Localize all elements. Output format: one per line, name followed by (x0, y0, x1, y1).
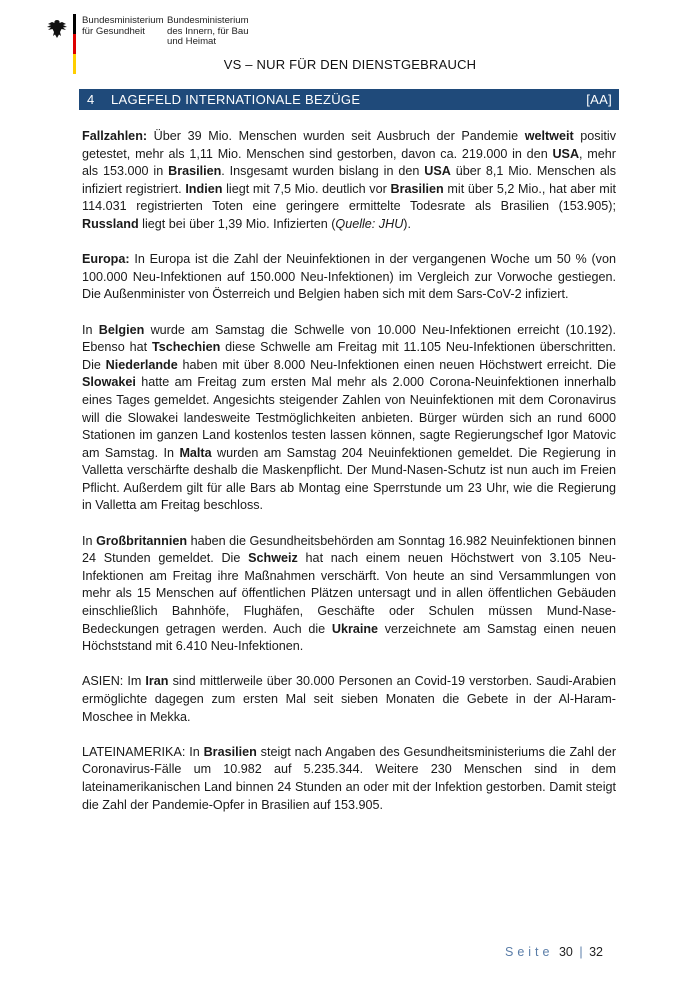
text-run: Über 39 Mio. Menschen wurden seit Ausbruch der Pandemie (147, 129, 525, 143)
page-total: 32 (589, 945, 603, 959)
page-footer (505, 945, 603, 959)
text-run: mit über 5,2 Mio., hat aber mit 114.031 registrierten Toten eine geringere ermittelte Todesrate als Brasilien (153.905); (82, 181, 616, 214)
bold-text: Brasilien (203, 744, 257, 759)
section-title: LAGEFELD INTERNATIONALE BEZÜGE (111, 92, 361, 107)
page-separator: | (579, 945, 583, 959)
ministry-line: Bundesministerium (167, 15, 249, 26)
bold-text: weltweit (524, 129, 574, 143)
bold-text: USA (424, 164, 451, 179)
bold-text: Slowakei (82, 375, 136, 390)
text-run: liegt mit 7,5 Mio. deutlich vor (222, 181, 391, 196)
paragraph (82, 128, 616, 234)
page-number: 30 (558, 945, 573, 959)
paragraph (82, 251, 616, 304)
section-heading (79, 89, 619, 110)
bold-text: Großbritannien (96, 533, 188, 548)
text-run: . Insgesamt wurden bislang in den (221, 164, 425, 179)
bold-text: Europa: (82, 252, 130, 267)
text-run: LATEINAMERIKA: In (82, 744, 204, 759)
text-run: positiv getestet, mehr als 1,11 Mio. Menschen sind gestorben, davon ca. 219.000 in den (82, 129, 616, 161)
section-number: 4 (87, 92, 95, 107)
ministry-line: für Gesundheit (82, 25, 145, 37)
bold-text: Brasilien (168, 164, 222, 179)
ministry-line: des Innern, für Bau (167, 25, 249, 37)
ministry-health (82, 16, 164, 37)
bold-text: Malta (179, 445, 212, 460)
text-run: , mehr als 153.000 in (82, 146, 616, 179)
text-run: wurden am Samstag 204 Neuinfektionen gemeldet. Die Regierung in Valletta verschärfte deshalb die Maskenpflicht. Der Mund-Nasen-Schutz ist nun auch im Freien Pflicht. Außerdem gilt für alle Bars ab Montag eine Sperrstunde um 23 Uhr, wie die Regierung in Valletta am Freitag beschloss. (82, 445, 616, 513)
federal-eagle-icon (46, 18, 68, 40)
text-run: verzeichnete am Samstag einen neuen Höchststand mit 6.410 Neu-Infektionen. (82, 621, 616, 654)
bold-text: Tschechien (151, 340, 221, 355)
bold-text: Iran (145, 674, 169, 689)
text-run: diese Schwelle am Freitag mit 11.105 Neu-Infektionen überschritten. Die (82, 340, 616, 372)
bold-text: Belgien (98, 322, 145, 337)
text-run: liegt bei über 1,39 Mio. Infizierten ( (138, 216, 336, 231)
flag-stripe-black (73, 14, 76, 34)
flag-stripe-red (73, 34, 76, 54)
classification-label: VS – NUR FÜR DEN DIENSTGEBRAUCH (223, 57, 477, 72)
bold-text: Ukraine (331, 621, 379, 636)
text-run: ASIEN: Im (82, 674, 146, 689)
ministry-interior (167, 16, 249, 48)
bold-text: Fallzahlen: (82, 129, 148, 143)
paragraph (82, 322, 616, 516)
ministry-line: Bundesministerium (82, 15, 164, 26)
text-run: steigt nach Angaben des Gesundheitsministeriums die Zahl der Coronavirus-Fälle um 10.982 auf 5.235.344. Weitere 230 Menschen sind in dem lateinamerikanischen Land binnen 24 Stunden an oder mit der Infektion gestorben. Damit steigt die Zahl der Pandemie-Opfer in Brasilien auf 153.905. (82, 744, 617, 812)
italic-text: Quelle: JHU (335, 216, 404, 231)
document-body (82, 128, 616, 832)
page-label: Seite (504, 945, 554, 959)
paragraph (82, 533, 616, 656)
text-run: über 8,1 Mio. Menschen als infiziert registriert. (82, 164, 617, 196)
bold-text: Russland (82, 216, 139, 231)
text-run: sind mittlerweile über 30.000 Personen an Covid-19 verstorben. Saudi-Arabien ermöglichte dagegen zum ersten Mal seit sieben Monaten die Gebete in der Al-Haram-Moschee in Mekka. (82, 674, 616, 724)
bold-text: Schweiz (248, 551, 298, 566)
bold-text: Indien (185, 181, 223, 196)
paragraph (82, 744, 616, 814)
page-header (0, 0, 700, 80)
bold-text: Niederlande (105, 357, 178, 372)
ministry-line: und Heimat (167, 36, 217, 47)
text-run: In Europa ist die Zahl der Neuinfektionen in der vergangenen Woche um 50 % (von 100.000 Neu-Infektionen auf 150.000 Neu-Infektionen) im Vergleich zur Vorwoche gestiegen. Die Außenminister von Österreich und Belgien haben sich mit dem Sars-CoV-2 infiziert. (82, 252, 616, 302)
bold-text: Brasilien (390, 181, 444, 196)
text-run: hatte am Freitag zum ersten Mal mehr als 2.000 Corona-Neuinfektionen innerhalb eines Tages gemeldet. Angesichts steigender Zahlen von Neuinfektionen mit dem Coronavirus will die Slowakei landesweite Testmöglichkeiten anbieten. Bürger würden sich an rund 6000 Stationen im ganzen Land kostenlos testen lassen können, sagte Regierungschef Igor Matovic am Samstag. In (82, 375, 616, 460)
text-run: wurde am Samstag die Schwelle von 10.000 Neu-Infektionen erreicht (10.192). Ebenso hat (82, 322, 616, 355)
text-run: ). (403, 216, 411, 231)
section-tag: [AA] (586, 92, 612, 107)
text-run: haben die Gesundheitsbehörden am Sonntag 16.982 Neuinfektionen binnen 24 Stunden gemeldet. Die (82, 533, 616, 566)
text-run: hat nach einem neuen Höchstwert von 3.105 Neu-Infektionen am Freitag ihre Maßnahmen verschärft. Von heute an sind Versammlungen von mehr als 15 Menschen auf öffentlichen Plätzen untersagt und in allen öffentlichen Gebäuden einschließlich Bahnhöfe, Flughäfen, Geschäfte oder Schulen müssen Mund-Nase-Bedeckungen getragen werden. Auch die (82, 551, 616, 636)
text-run: In (82, 322, 99, 337)
paragraph (82, 673, 616, 726)
text-run: In (82, 533, 97, 548)
text-run: haben mit über 8.000 Neu-Infektionen einen neuen Höchstwert erreicht. Die (177, 357, 616, 372)
bold-text: USA (552, 146, 580, 161)
